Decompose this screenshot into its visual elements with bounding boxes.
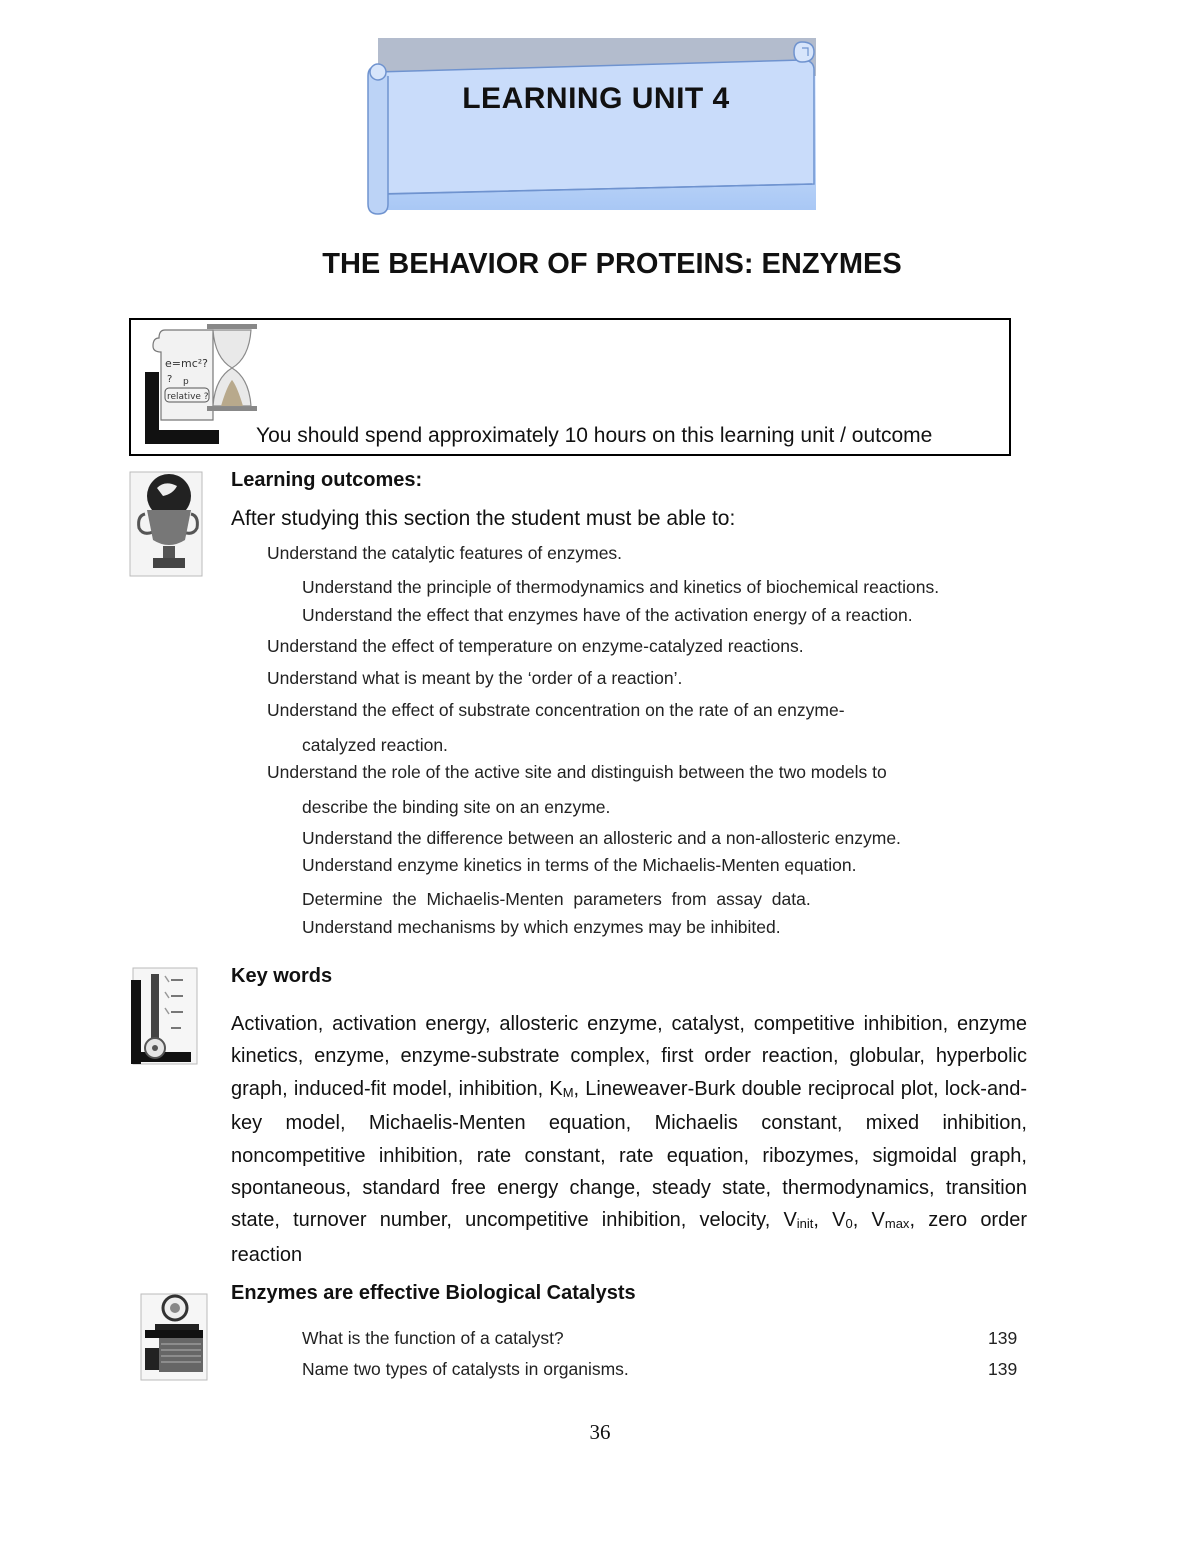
key-words-text: , Lineweaver-Burk double reciprocal plot, lock-and-key model, Michaelis-Menten equation, Michaelis constant, mixed inhibition, noncompetitive inhibition, rate constant, rate equation, ribozymes, sigmoidal graph, spontaneous, standard free energy change, steady state, thermodynamics, transition state, turnover number, uncompetitive inhibition, velocity, V bbox=[231, 1077, 1027, 1232]
trophy-globe-icon bbox=[129, 466, 205, 578]
outcome-item: Understand the principle of thermodynamics and kinetics of biochemical reactions. bbox=[302, 577, 940, 597]
outcome-item: describe the binding site on an enzyme. bbox=[302, 797, 611, 817]
key-checklist-icon bbox=[129, 966, 201, 1068]
learning-outcomes-lead: After studying this section the student must be able to: bbox=[231, 507, 736, 530]
outcome-item: catalyzed reaction. bbox=[302, 735, 448, 755]
outcome-item: Understand the effect of temperature on enzyme-catalyzed reactions. bbox=[267, 636, 804, 656]
v0-subscript: 0 bbox=[845, 1216, 853, 1232]
scroll-banner bbox=[362, 36, 822, 218]
key-words-paragraph bbox=[231, 1008, 1027, 1271]
outcome-item: Understand the catalytic features of enzymes. bbox=[267, 543, 623, 563]
key-words-separator: , V bbox=[852, 1209, 885, 1232]
outcome-item: Determine the Michaelis-Menten parameters from assay data. bbox=[302, 889, 811, 909]
outcome-item: Understand the role of the active site and distinguish between the two models to bbox=[267, 762, 887, 782]
hourglass-icon bbox=[143, 322, 261, 446]
magnifier-reader-icon bbox=[139, 1288, 209, 1382]
key-words-text: Activation, activation energy, allosteric enzyme, catalyst, competitive inhibition, enzyme kinetics, enzyme, enzyme-substrate complex, first order reaction, globular, hyperbolic graph, induced-fit model, inhibition, K bbox=[231, 1013, 1027, 1100]
learning-unit-title: LEARNING UNIT 4 bbox=[462, 82, 730, 115]
outcome-item: Understand what is meant by the ‘order of a reaction’. bbox=[267, 668, 683, 688]
question-text: Name two types of catalysts in organisms. bbox=[302, 1359, 629, 1379]
formula-text: e=mc²? bbox=[165, 357, 208, 370]
key-words-heading: Key words bbox=[231, 965, 333, 987]
outcome-item: Understand mechanisms by which enzymes may be inhibited. bbox=[302, 917, 781, 937]
learning-outcomes-heading: Learning outcomes: bbox=[231, 469, 423, 491]
vinit-subscript: init bbox=[796, 1216, 814, 1232]
outcome-item: Understand the difference between an allosteric and a non-allosteric enzyme. bbox=[302, 828, 901, 848]
time-estimate-text: You should spend approximately 10 hours on this learning unit / outcome bbox=[256, 424, 933, 447]
question-mark-text: ? bbox=[167, 374, 173, 385]
km-subscript: M bbox=[562, 1084, 574, 1100]
key-words-text: , zero order reaction bbox=[231, 1209, 1028, 1266]
page-number: 36 bbox=[589, 1420, 611, 1444]
vmax-subscript: max bbox=[884, 1216, 910, 1232]
key-words-separator: , V bbox=[813, 1209, 846, 1232]
question-page: 139 bbox=[988, 1328, 1018, 1348]
outcome-item: Understand enzyme kinetics in terms of the Michaelis-Menten equation. bbox=[302, 855, 857, 875]
section-heading: Enzymes are effective Biological Catalysts bbox=[231, 1282, 636, 1304]
p-text: p bbox=[183, 377, 189, 387]
question-text: What is the function of a catalyst? bbox=[302, 1328, 564, 1348]
outcome-item: Understand the effect that enzymes have of the activation energy of a reaction. bbox=[302, 605, 913, 625]
page-title: THE BEHAVIOR OF PROTEINS: ENZYMES bbox=[322, 248, 902, 280]
relative-text: relative ? bbox=[167, 392, 209, 402]
outcome-item: Understand the effect of substrate concentration on the rate of an enzyme- bbox=[267, 700, 845, 720]
question-page: 139 bbox=[988, 1359, 1018, 1379]
